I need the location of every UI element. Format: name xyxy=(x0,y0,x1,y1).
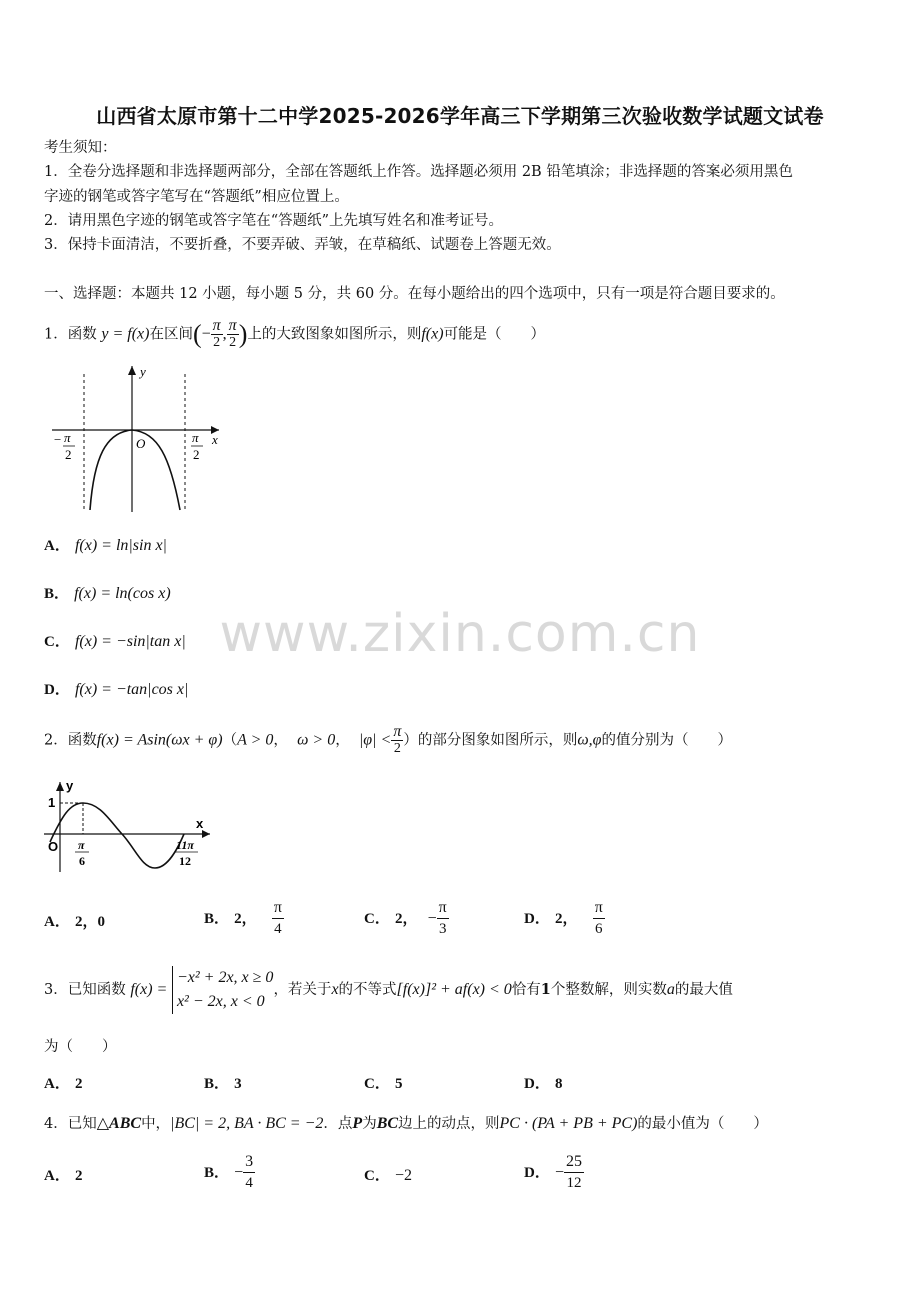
q4-expression: PC · (PA + PB + PC) xyxy=(499,1115,638,1132)
q1-text-2: 在区间 xyxy=(149,326,193,343)
q2-pi6-den: 6 xyxy=(79,854,85,868)
q2-pi6-num: π xyxy=(78,838,85,852)
q2-curve xyxy=(50,803,184,868)
q1-fx: f(x) xyxy=(421,325,444,343)
question-3-stem-cont: 为（ ） xyxy=(44,1039,117,1055)
q3-option-a[interactable]: A． 2 xyxy=(44,1076,83,1092)
exam-title: 山西省太原市第十二中学2025-2026学年高三下学期第三次验收数学试题文试卷 xyxy=(96,104,824,128)
q1-graph xyxy=(44,362,224,514)
q2-label-one: 1 xyxy=(48,795,56,810)
q1-origin: O xyxy=(136,436,146,451)
q1-axis-y: y xyxy=(140,364,146,379)
q4-option-c[interactable]: C． −2 xyxy=(364,1167,412,1184)
q1-right-pi: π xyxy=(192,430,199,445)
q2-axis-y: y xyxy=(66,778,74,793)
q2-11pi-den: 12 xyxy=(179,854,191,868)
notice-heading: 考生须知： xyxy=(44,140,117,156)
q2-option-a[interactable]: A． 2，0 xyxy=(44,914,105,930)
q3-option-d[interactable]: D． 8 xyxy=(524,1076,563,1092)
q1-interval-right: $\frac{\pi}{2}$ xyxy=(228,317,237,350)
q2-axis-x: x xyxy=(196,816,204,831)
q2-option-c[interactable]: C． 2， − $\frac{\pi}{3}$ xyxy=(364,899,447,937)
q1-option-a[interactable]: A． f(x) = ln|sin x| xyxy=(44,537,167,554)
q2-function: f(x) = Asin(ωx + φ) xyxy=(96,731,223,749)
q4-option-b[interactable]: B． − $\frac{3}{4}$ xyxy=(204,1153,254,1191)
q3-inequality: [f(x)]² + af(x) < 0 xyxy=(396,981,512,998)
q1-right-den: 2 xyxy=(193,447,200,462)
q2-11pi-num: 11π xyxy=(176,838,194,852)
notice-item-1: 1．全卷分选择题和非选择题两部分，全部在答题纸上作答。选择题必须用 2B 铅笔填涂；非选择题的答案必须用黑色 xyxy=(44,164,793,180)
question-1-stem: 1．函数 y = f(x)在区间(− $\frac{\pi}{2}$ , $\frac{\pi}{2}$ )上的大致图象如图所示，则f(x)可能是（ ） xyxy=(44,317,546,350)
q1-option-c[interactable]: C． f(x) = −sin|tan x| xyxy=(44,633,186,650)
q1-interval-left: $\frac{\pi}{2}$ xyxy=(212,317,221,350)
q2-option-b[interactable]: B． 2， $\frac{\pi}{4}$ xyxy=(204,899,282,937)
notice-item-2: 2．请用黑色字迹的钢笔或答字笔在“答题纸”上先填写姓名和准考证号。 xyxy=(44,213,504,229)
q1-number: 1． xyxy=(44,326,68,343)
q3-option-c[interactable]: C． 5 xyxy=(364,1076,403,1092)
notice-item-1-cont: 字迹的钢笔或答字笔写在“答题纸”相应位置上。 xyxy=(44,189,349,205)
q1-text-4: 可能是（ ） xyxy=(443,326,546,343)
q4-option-d[interactable]: D． − $\frac{25}{12}$ xyxy=(524,1153,582,1191)
q3-piecewise: −x² + 2x, x ≥ 0 x² − 2x, x < 0 xyxy=(172,966,273,1014)
q1-left-den: 2 xyxy=(65,447,72,462)
q4-option-a[interactable]: A． 2 xyxy=(44,1168,83,1184)
q2-origin: O xyxy=(48,839,59,854)
q4-condition: |BC| = 2, BA · BC = −2 xyxy=(170,1115,324,1132)
q1-curve xyxy=(90,430,180,510)
q3-option-b[interactable]: B． 3 xyxy=(204,1076,242,1092)
section-heading: 一、选择题：本题共 12 小题，每小题 5 分，共 60 分。在每小题给出的四个选项中，只有一项是符合题目要求的。 xyxy=(44,286,785,302)
q1-axis-x: x xyxy=(212,432,218,447)
q2-graph xyxy=(40,776,220,876)
q1-option-b[interactable]: B． f(x) = ln(cos x) xyxy=(44,585,171,602)
question-4-stem: 4．已知△ABC中，|BC| = 2, BA · BC = −2．点P为BC边上的动点，则PC · (PA + PB + PC)的最小值为（ ） xyxy=(44,1115,768,1132)
notice-item-3: 3．保持卡面清洁，不要折叠，不要弄破、弄皱，在草稿纸、试题卷上答题无效。 xyxy=(44,237,561,253)
q2-option-d[interactable]: D． 2， $\frac{\pi}{6}$ xyxy=(524,899,603,937)
q1-function: y = f(x) xyxy=(101,325,150,343)
watermark: www.zixin.com.cn xyxy=(219,604,701,664)
q1-left-pi: π xyxy=(64,430,71,445)
q1-text-3: 上的大致图象如图所示，则 xyxy=(247,326,422,343)
q1-text-1: 函数 xyxy=(67,326,97,343)
q1-left-minus: − xyxy=(54,432,62,447)
question-2-stem: 2．函数f(x) = Asin(ωx + φ)（A > 0， ω > 0， |φ| < $\frac{\pi}{2}$ ）的部分图象如图所示，则ω,φ的值分别为（ ） xyxy=(44,723,733,756)
question-3-stem: 3．已知函数 f(x) = −x² + 2x, x ≥ 0 x² − 2x, x < 0 ，若关于x的不等式[f(x)]² + af(x) < 0恰有1个整数解，则实数a的最大值 xyxy=(44,966,733,1014)
q1-option-d[interactable]: D． f(x) = −tan|cos x| xyxy=(44,681,189,698)
